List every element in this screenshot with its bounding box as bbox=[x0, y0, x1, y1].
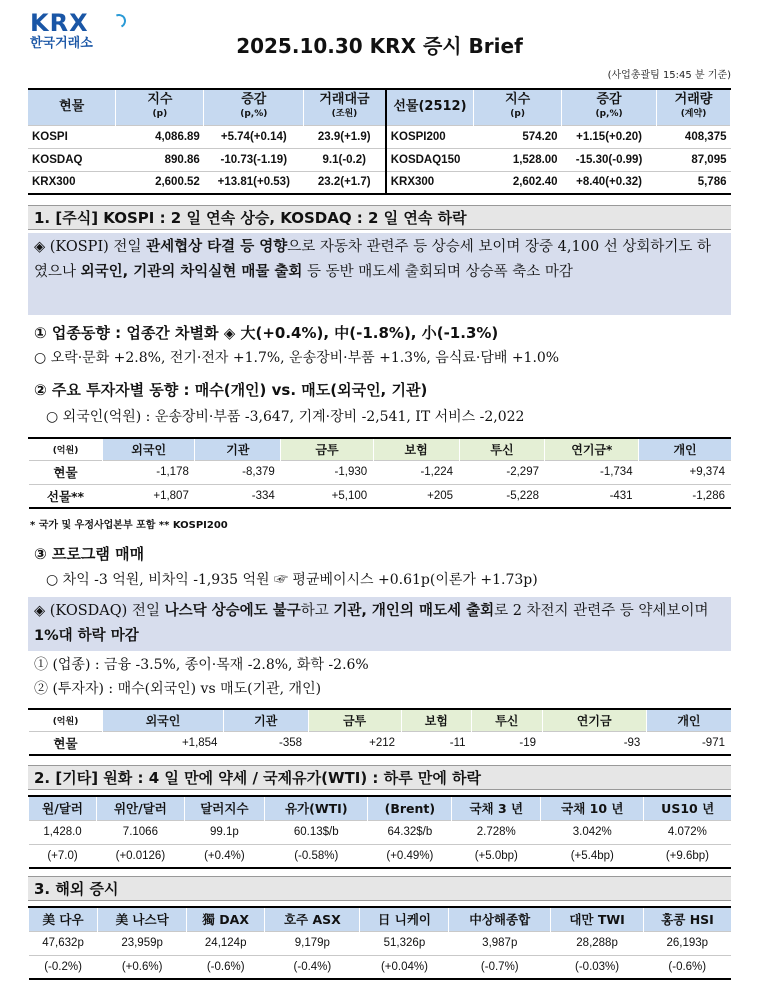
col-individual: 개인 bbox=[646, 709, 731, 731]
timestamp-note: (사업총괄팀 15:45 분 기준) bbox=[607, 70, 731, 81]
header-futures-volume: 거래량 (계약) bbox=[657, 89, 731, 125]
cell: 26,193p bbox=[644, 931, 731, 955]
table-row bbox=[28, 171, 731, 194]
kosdaq-text: ◈ (KOSDAQ) 전일 bbox=[34, 603, 165, 619]
unit-label: (억원) bbox=[29, 709, 103, 731]
col-header: 대만 TWI bbox=[551, 907, 644, 931]
header-spot: 현물 bbox=[28, 89, 116, 125]
investor-trend-line: ○ 외국인(억원) : 운송장비·부품 -3,647, 기계·장비 -2,541, IT 서비스 -2,022 bbox=[46, 409, 525, 425]
table-row bbox=[29, 731, 732, 755]
row-label: 현물 bbox=[29, 460, 103, 484]
header-futures-change: 증감 (p,%) bbox=[562, 89, 657, 125]
cell: -5,228 bbox=[459, 484, 545, 508]
col-header: 위안/달러 bbox=[97, 796, 185, 820]
col-insurance: 보험 bbox=[373, 438, 459, 460]
col-financial-investment: 금투 bbox=[308, 709, 401, 731]
cell: 23,959p bbox=[98, 931, 187, 955]
cell: (+9.6bp) bbox=[644, 844, 731, 868]
col-foreign: 외국인 bbox=[103, 438, 195, 460]
cell: 2.728% bbox=[452, 820, 541, 844]
cell: 3,987p bbox=[449, 931, 551, 955]
cell: -8,379 bbox=[195, 460, 281, 484]
global-header-row bbox=[29, 907, 732, 931]
section-3-title: 3. 해외 증시 bbox=[28, 876, 731, 901]
col-header: 호주 ASX bbox=[265, 907, 360, 931]
cell: 28,288p bbox=[551, 931, 644, 955]
page-header bbox=[0, 0, 759, 86]
kosdaq-text: 하고 bbox=[300, 603, 334, 619]
kospi-investor-table bbox=[28, 437, 731, 509]
section-1-title: 1. [주식] KOSPI : 2 일 연속 상승, KOSDAQ : 2 일 연속 하락 bbox=[28, 205, 731, 230]
investor-header-row bbox=[29, 438, 732, 460]
kospi-summary-box bbox=[28, 233, 731, 315]
row-value: 23.9(+1.9) bbox=[304, 125, 386, 148]
table-row bbox=[29, 484, 732, 508]
cell: -11 bbox=[401, 731, 472, 755]
col-individual: 개인 bbox=[639, 438, 731, 460]
cell: -19 bbox=[472, 731, 543, 755]
cell: (-0.58%) bbox=[265, 844, 368, 868]
cell: 24,124p bbox=[187, 931, 265, 955]
row-change: +13.81(+0.53) bbox=[204, 171, 304, 194]
sector-trend-line: ○ 오락·문화 +2.8%, 전기·전자 +1.7%, 운송장비·부품 +1.3%, 음식료·담배 +1.0% bbox=[34, 350, 560, 366]
cell: (+0.04%) bbox=[360, 955, 449, 979]
cell: +1,807 bbox=[103, 484, 195, 508]
cell: -1,734 bbox=[545, 460, 639, 484]
row-label: 현물 bbox=[29, 731, 103, 755]
row-futures-change: +8.40(+0.32) bbox=[562, 171, 657, 194]
row-change: +5.74(+0.14) bbox=[204, 125, 304, 148]
row-index: 4,086.89 bbox=[116, 125, 204, 148]
header-futures: 선물(2512) bbox=[386, 89, 474, 125]
cell: +9,374 bbox=[639, 460, 731, 484]
col-header: 달러지수 bbox=[184, 796, 264, 820]
cell: (-0.6%) bbox=[187, 955, 265, 979]
cell: (+0.0126) bbox=[97, 844, 185, 868]
row-futures-volume: 408,375 bbox=[657, 125, 731, 148]
cell: 3.042% bbox=[541, 820, 644, 844]
row-futures-name: KOSDAQ150 bbox=[386, 148, 474, 171]
program-trading-line: ○ 차익 -3 억원, 비차익 -1,935 억원 ☞ 평균베이시스 +0.61p(이론가 +1.73p) bbox=[46, 572, 538, 588]
investor-header-row bbox=[29, 709, 732, 731]
global-markets-table bbox=[28, 906, 731, 980]
table-row bbox=[28, 125, 731, 148]
cell: (-0.2%) bbox=[29, 955, 98, 979]
row-futures-name: KRX300 bbox=[386, 171, 474, 194]
col-pension: 연기금 bbox=[542, 709, 646, 731]
unit-label: (억원) bbox=[29, 438, 103, 460]
cell: -971 bbox=[646, 731, 731, 755]
cell: 51,326p bbox=[360, 931, 449, 955]
col-header: 中상해종합 bbox=[449, 907, 551, 931]
cell: -334 bbox=[195, 484, 281, 508]
row-futures-volume: 87,095 bbox=[657, 148, 731, 171]
kospi-bold: 관세협상 타결 등 영향 bbox=[146, 239, 288, 255]
cell: -2,297 bbox=[459, 460, 545, 484]
row-futures-change: -15.30(-0.99) bbox=[562, 148, 657, 171]
col-pension: 연기금* bbox=[545, 438, 639, 460]
cell: (-0.6%) bbox=[644, 955, 731, 979]
kosdaq-summary-box bbox=[28, 597, 731, 651]
cell: (+7.0) bbox=[29, 844, 97, 868]
row-futures-volume: 5,786 bbox=[657, 171, 731, 194]
col-header: 美 나스닥 bbox=[98, 907, 187, 931]
col-institution: 기관 bbox=[223, 709, 308, 731]
kosdaq-bold: 1%대 하락 마감 bbox=[34, 628, 139, 644]
header-index: 지수 (p) bbox=[116, 89, 204, 125]
col-header: US10 년 bbox=[644, 796, 731, 820]
col-header: 국채 10 년 bbox=[541, 796, 644, 820]
row-value: 9.1(-0.2) bbox=[304, 148, 386, 171]
fx-rates-table bbox=[28, 795, 731, 869]
header-trading-value: 거래대금 (조원) bbox=[304, 89, 386, 125]
cell: -1,930 bbox=[281, 460, 373, 484]
cell: -1,178 bbox=[103, 460, 195, 484]
col-investment-trust: 투신 bbox=[459, 438, 545, 460]
table-footnote: * 국가 및 우정사업본부 포함 ** KOSPI200 bbox=[30, 520, 228, 531]
row-futures-name: KOSPI200 bbox=[386, 125, 474, 148]
col-header: 홍콩 HSI bbox=[644, 907, 731, 931]
cell: 4.072% bbox=[644, 820, 731, 844]
row-name: KOSDAQ bbox=[28, 148, 116, 171]
kosdaq-investor-table bbox=[28, 708, 731, 756]
kosdaq-investor-line: ② (투자자) : 매수(외국인) vs 매도(기관, 개인) bbox=[34, 681, 322, 697]
cell: (-0.4%) bbox=[265, 955, 360, 979]
market-summary-table bbox=[28, 88, 731, 195]
table-row bbox=[29, 931, 732, 955]
program-trading-heading: ③ 프로그램 매매 bbox=[34, 545, 145, 563]
cell: +5,100 bbox=[281, 484, 373, 508]
row-name: KRX300 bbox=[28, 171, 116, 194]
table-row bbox=[29, 844, 732, 868]
cell: 64.32$/b bbox=[368, 820, 452, 844]
market-header-row bbox=[28, 89, 731, 125]
row-futures-index: 574.20 bbox=[474, 125, 562, 148]
row-name: KOSPI bbox=[28, 125, 116, 148]
cell: 60.13$/b bbox=[265, 820, 368, 844]
cell: 9,179p bbox=[265, 931, 360, 955]
table-row bbox=[28, 148, 731, 171]
col-header: 獨 DAX bbox=[187, 907, 265, 931]
cell: -431 bbox=[545, 484, 639, 508]
cell: (-0.03%) bbox=[551, 955, 644, 979]
logo-word: KRX bbox=[30, 9, 89, 37]
table-row bbox=[29, 820, 732, 844]
row-change: -10.73(-1.19) bbox=[204, 148, 304, 171]
col-header: 원/달러 bbox=[29, 796, 97, 820]
col-header: 美 다우 bbox=[29, 907, 98, 931]
table-row bbox=[29, 955, 732, 979]
kosdaq-bold: 나스닥 상승에도 불구 bbox=[164, 603, 301, 619]
kosdaq-bold: 기관, 개인의 매도세 출회 bbox=[333, 603, 495, 619]
cell: (-0.7%) bbox=[449, 955, 551, 979]
cell: -1,224 bbox=[373, 460, 459, 484]
col-institution: 기관 bbox=[195, 438, 281, 460]
row-label: 선물** bbox=[29, 484, 103, 508]
col-header: 日 니케이 bbox=[360, 907, 449, 931]
investor-trend-heading: ② 주요 투자자별 동향 : 매수(개인) vs. 매도(외국인, 기관) bbox=[34, 381, 428, 399]
kosdaq-sector-line: ① (업종) : 금융 -3.5%, 종이·목재 -2.8%, 화학 -2.6% bbox=[34, 657, 369, 673]
cell: 47,632p bbox=[29, 931, 98, 955]
kospi-text: ◈ (KOSPI) 전일 bbox=[34, 239, 147, 255]
cell: 99.1p bbox=[184, 820, 264, 844]
kospi-bold: 외국인, 기관의 차익실현 매물 출회 bbox=[80, 264, 303, 280]
cell: +1,854 bbox=[103, 731, 224, 755]
row-index: 890.86 bbox=[116, 148, 204, 171]
header-change: 증감 (p,%) bbox=[204, 89, 304, 125]
cell: (+0.6%) bbox=[98, 955, 187, 979]
kosdaq-text: 로 2 차전지 관련주 등 약세보이며 bbox=[494, 603, 709, 619]
row-index: 2,600.52 bbox=[116, 171, 204, 194]
col-header: 국채 3 년 bbox=[452, 796, 541, 820]
cell: -93 bbox=[542, 731, 646, 755]
cell: +205 bbox=[373, 484, 459, 508]
document-title: 2025.10.30 KRX 증시 Brief bbox=[236, 34, 523, 58]
fx-header-row bbox=[29, 796, 732, 820]
col-insurance: 보험 bbox=[401, 709, 472, 731]
logo-subtext: 한국거래소 bbox=[30, 36, 93, 51]
cell: +212 bbox=[308, 731, 401, 755]
col-header: 유가(WTI) bbox=[265, 796, 368, 820]
cell: -1,286 bbox=[639, 484, 731, 508]
kospi-text: 등 동반 매도세 출회되며 상승폭 축소 마감 bbox=[302, 264, 573, 280]
row-futures-change: +1.15(+0.20) bbox=[562, 125, 657, 148]
row-futures-index: 1,528.00 bbox=[474, 148, 562, 171]
cell: (+0.49%) bbox=[368, 844, 452, 868]
col-header: (Brent) bbox=[368, 796, 452, 820]
row-value: 23.2(+1.7) bbox=[304, 171, 386, 194]
section-2-title: 2. [기타] 원화 : 4 일 만에 약세 / 국제유가(WTI) : 하루 만에 하락 bbox=[28, 765, 731, 790]
sector-trend-heading: ① 업종동향 : 업종간 차별화 ◈ 大(+0.4%), 中(-1.8%), 小(-1.3%) bbox=[34, 324, 499, 342]
cell: 1,428.0 bbox=[29, 820, 97, 844]
col-foreign: 외국인 bbox=[103, 709, 224, 731]
cell: (+5.0bp) bbox=[452, 844, 541, 868]
cell: -358 bbox=[223, 731, 308, 755]
cell: (+0.4%) bbox=[184, 844, 264, 868]
row-futures-index: 2,602.40 bbox=[474, 171, 562, 194]
col-investment-trust: 투신 bbox=[472, 709, 543, 731]
col-financial-investment: 금투 bbox=[281, 438, 373, 460]
kospi-text: 으로 자동차 관련주 등 상승세 보이며 장중 4,100 선 상회하기도 하였으나 bbox=[34, 239, 712, 280]
cell: 7.1066 bbox=[97, 820, 185, 844]
table-row bbox=[29, 460, 732, 484]
cell: (+5.4bp) bbox=[541, 844, 644, 868]
header-futures-index: 지수 (p) bbox=[474, 89, 562, 125]
